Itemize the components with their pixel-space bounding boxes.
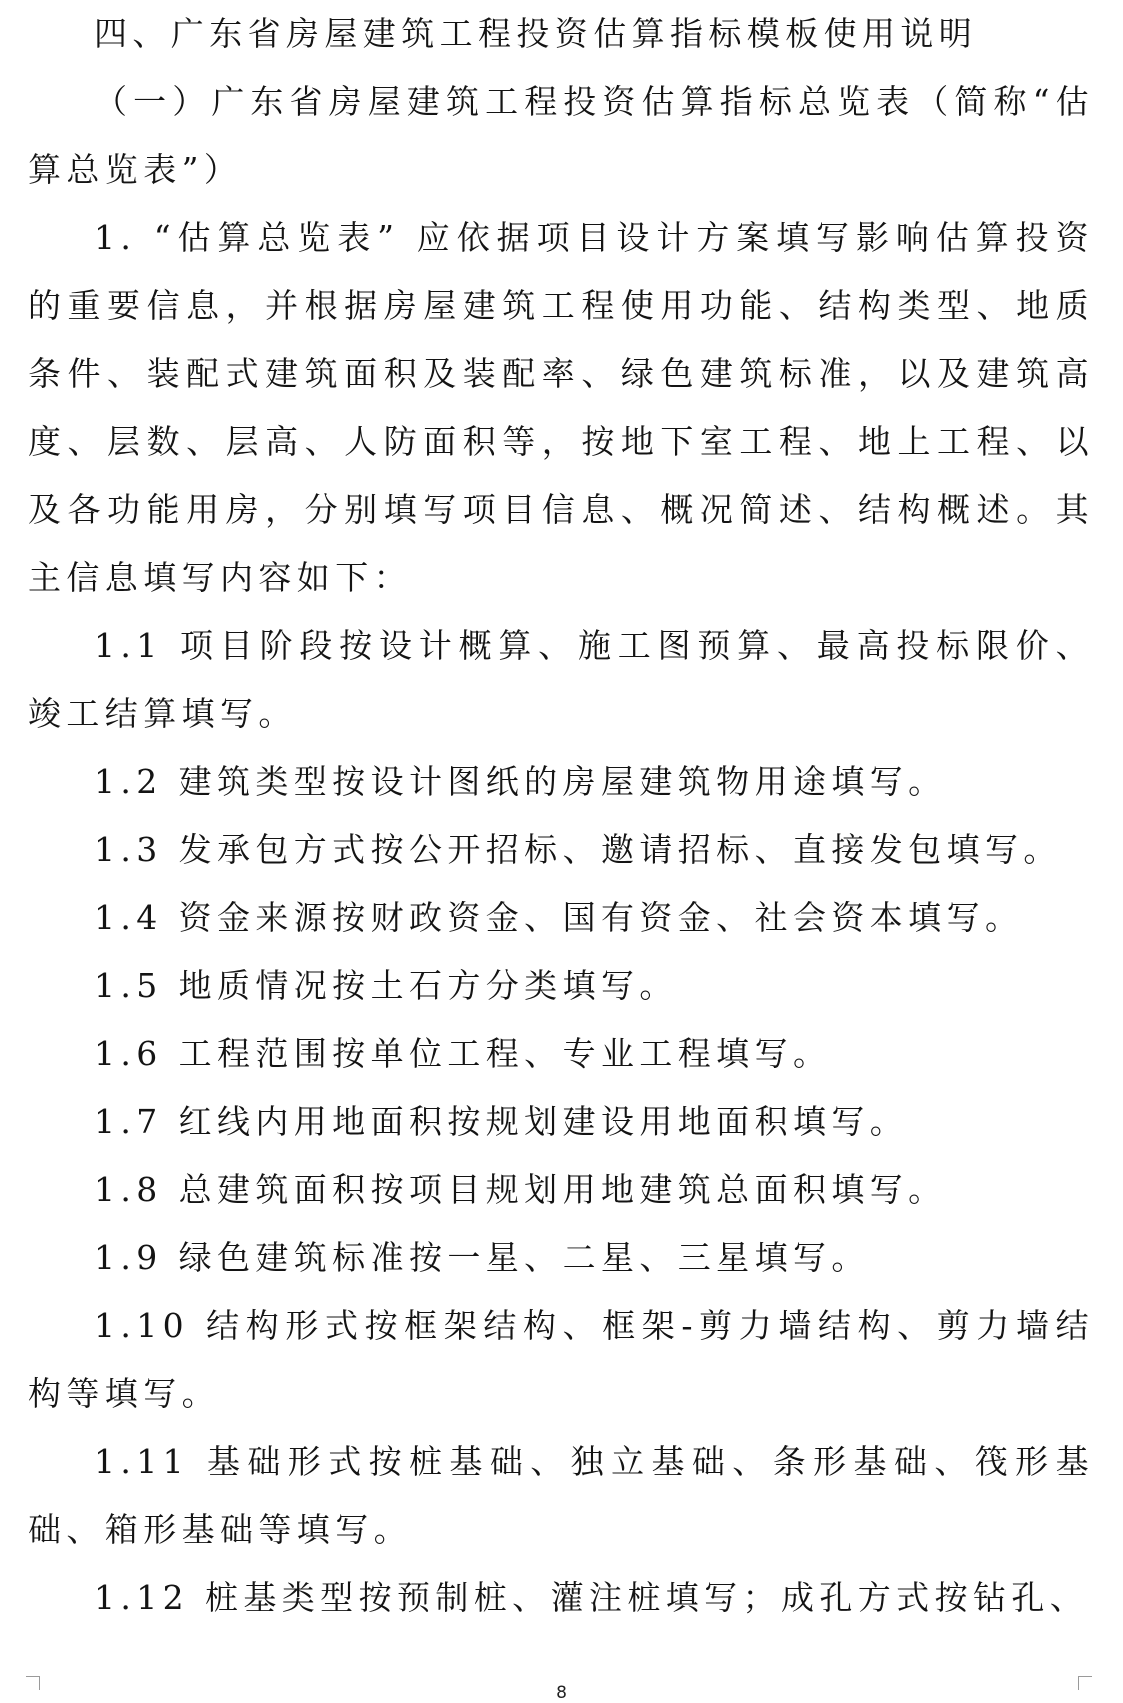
paragraph-item-1-4: 1.4 资金来源按财政资金、国有资金、社会资本填写。: [94, 898, 1024, 937]
paragraph-item-1-2: 1.2 建筑类型按设计图纸的房屋建筑物用途填写。: [94, 762, 947, 801]
paragraph-item-1-12: 1.12 桩基类型按预制桩、灌注桩填写；成孔方式按钻孔、: [94, 1578, 1089, 1617]
paragraph-item-1-1: 1.1 项目阶段按设计概算、施工图预算、最高投标限价、竣工结算填写。: [28, 626, 1094, 733]
paragraph-item-1-8: 1.8 总建筑面积按项目规划用地建筑总面积填写。: [94, 1170, 947, 1209]
paragraph-item-1: 1. “估算总览表” 应依据项目设计方案填写影响估算投资的重要信息，并根据房屋建筑工程使用功能、结构类型、地质条件、装配式建筑面积及装配率、绿色建筑标准，以及建筑高度、层数、层高、人防面积等，按地下室工程、地上工程、以及各功能用房，分别填写项目信息、概况简述、结构概述。其主信息填写内容如下：: [28, 218, 1094, 597]
page-number: 8: [556, 1683, 567, 1703]
paragraph-item-1-6: 1.6 工程范围按单位工程、专业工程填写。: [94, 1034, 832, 1073]
paragraph-item-1-7: 1.7 红线内用地面积按规划建设用地面积填写。: [94, 1102, 909, 1141]
section-heading: 四、广东省房屋建筑工程投资估算指标模板使用说明: [94, 14, 978, 53]
paragraph-item-1-5: 1.5 地质情况按土石方分类填写。: [94, 966, 678, 1005]
paragraph-item-1-11: 1.11 基础形式按桩基础、独立基础、条形基础、筏形基础、箱形基础等填写。: [28, 1442, 1094, 1549]
paragraph-item-1-9: 1.9 绿色建筑标准按一星、二星、三星填写。: [94, 1238, 870, 1277]
paragraph-item-1-3: 1.3 发承包方式按公开招标、邀请招标、直接发包填写。: [94, 830, 1062, 869]
paragraph-item-1-10: 1.10 结构形式按框架结构、框架-剪力墙结构、剪力墙结构等填写。: [28, 1306, 1094, 1413]
document-body: [28, 0, 1094, 1632]
subsection-heading: （一）广东省房屋建筑工程投资估算指标总览表（简称“估算总览表”）: [28, 82, 1094, 189]
